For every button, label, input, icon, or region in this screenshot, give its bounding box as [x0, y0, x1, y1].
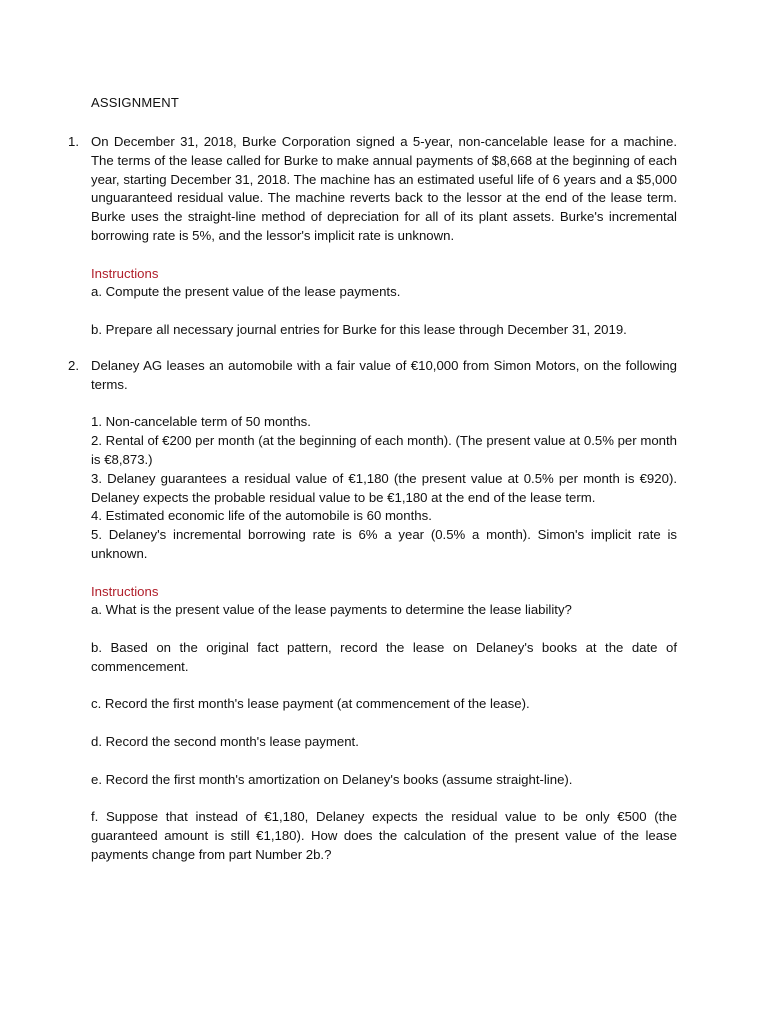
- instructions-heading: Instructions: [91, 583, 159, 599]
- part-c: c. Record the first month's lease payment (at commencement of the lease).: [91, 696, 530, 712]
- instruction-b: b. Prepare all necessary journal entries for Burke for this lease through December 31, 2019.: [91, 321, 627, 337]
- question-intro: Delaney AG leases an automobile with a fair value of €10,000 from Simon Motors, on the following terms.: [91, 358, 677, 392]
- part-a: a. What is the present value of the lease payments to determine the lease liability?: [91, 602, 572, 618]
- lease-term-3: 3. Delaney guarantees a residual value of €1,180 (the present value at 0.5% per month is €920). Delaney expects the probable residual value to be €1,180 at the end of the lease term.: [91, 470, 677, 505]
- question-number: 2.: [68, 358, 79, 373]
- lease-term-1: 1. Non-cancelable term of 50 months.: [91, 414, 311, 430]
- lease-term-5: 5. Delaney's incremental borrowing rate is 6% a year (0.5% a month). Simon's implicit rate is unknown.: [91, 527, 677, 561]
- question-text: On December 31, 2018, Burke Corporation signed a 5-year, non-cancelable lease for a machine. The terms of the lease called for Burke to make annual payments of $8,668 at the beginning of each year, starting December 31, 2018. The machine has an estimated useful life of 6 years and a $5,000 unguaranteed residual value. The machine reverts back to the lessor at the end of the lease term. Burke uses the straight-line method of depreciation for all of its plant assets. Burke's incremental borrowing rate is 5%, and the lessor's implicit rate is unknown.: [91, 134, 677, 243]
- assignment-title: ASSIGNMENT: [91, 95, 179, 110]
- part-d: d. Record the second month's lease payment.: [91, 733, 359, 749]
- instructions-heading: Instructions: [91, 265, 159, 281]
- lease-term-4: 4. Estimated economic life of the automobile is 60 months.: [91, 508, 432, 524]
- instruction-a: a. Compute the present value of the lease payments.: [91, 284, 401, 300]
- part-b: b. Based on the original fact pattern, record the lease on Delaney's books at the date of commencement.: [91, 639, 677, 674]
- part-e: e. Record the first month's amortization on Delaney's books (assume straight-line).: [91, 771, 573, 787]
- part-f: f. Suppose that instead of €1,180, Delaney expects the residual value to be only €500 (the guaranteed amount is still €1,180). How does the calculation of the present value of the lease payments change from part Number 2b.?: [91, 809, 677, 862]
- question-number: 1.: [68, 134, 79, 149]
- question-body: [91, 133, 677, 340]
- lease-term-2: 2. Rental of €200 per month (at the beginning of each month). (The present value at 0.5% per month is €8,873.): [91, 433, 677, 467]
- question-body: [91, 357, 677, 865]
